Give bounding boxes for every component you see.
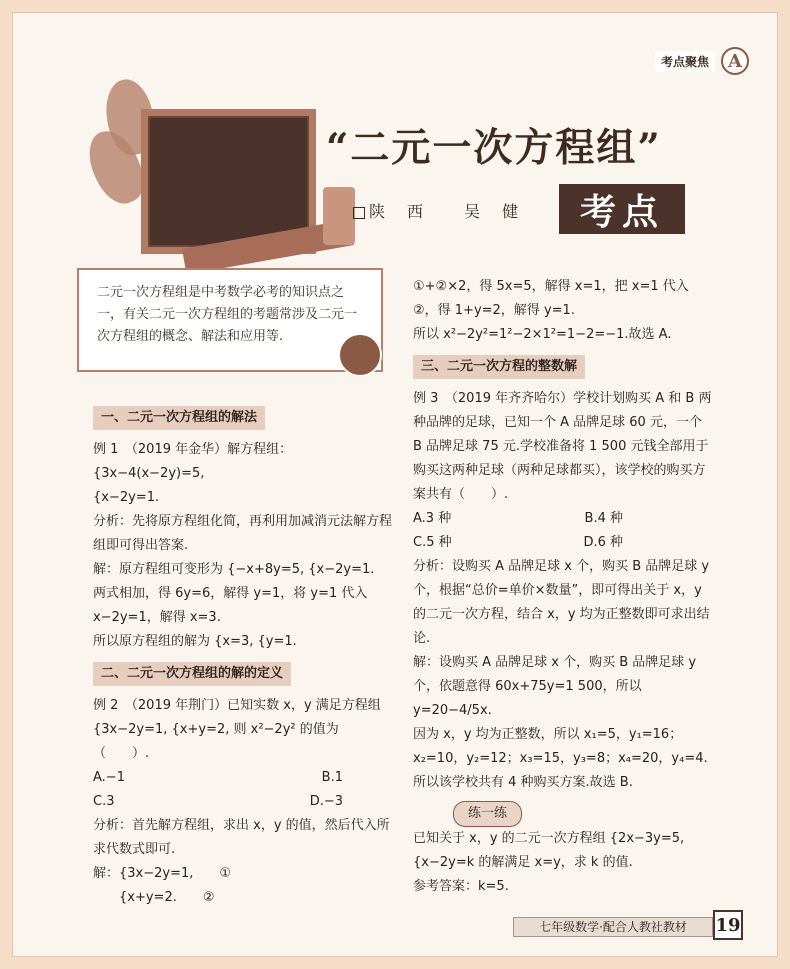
pen-cup-icon <box>323 187 355 245</box>
page <box>12 12 778 957</box>
option: D.6 种 <box>583 535 623 550</box>
text-line: 参考答案：k=5. <box>413 879 509 894</box>
text-line: 例 2 （2019 年荆门）已知实数 x，y 满足方程组 {3x−2y=1, {x+y=2, 则 x²−2y² 的值为（ ）. <box>93 698 381 761</box>
option-row <box>93 790 393 814</box>
footer: 七年级数学·配合人教社教材 <box>513 917 713 937</box>
avatar <box>338 333 382 377</box>
text-line: 所以原方程组的解为 {x=3, {y=1. <box>93 634 297 649</box>
tag-text: 考点聚焦 <box>655 51 715 72</box>
option-row <box>93 766 393 790</box>
section-heading: 三、二元一次方程的整数解 <box>413 355 585 379</box>
text-line: 解：原方程组可变形为 {−x+8y=5, {x−2y=1. <box>93 562 375 577</box>
author: 陕 西 吴 健 <box>353 199 521 222</box>
page-title: “二元一次方程组” <box>326 125 662 171</box>
text-line: 分析：先将原方程组化简，再利用加减消元法解方程组即可得出答案. <box>93 514 393 553</box>
option: C.3 <box>93 794 115 809</box>
checkbox-icon <box>353 207 365 219</box>
text-line: 例 3 （2019 年齐齐哈尔）学校计划购买 A 和 B 两种品牌的足球，已知一个 A 品牌足球 60 元，一个 B 品牌足球 75 元.学校准备将 1 500 元钱全部用于购买这两种足球（两种足球都买），该学校的购买方案共有（ ）. <box>413 391 712 502</box>
text-line: 已知关于 x，y 的二元一次方程组 {2x−3y=5, {x−2y=k 的解满足 x=y，求 k 的值. <box>413 831 685 870</box>
section-heading: 一、二元一次方程组的解法 <box>93 406 265 430</box>
right-column <box>413 275 713 899</box>
text-line: 例 1 （2019 年金华）解方程组： <box>93 442 293 457</box>
text-line: {x−2y=1. <box>93 490 160 505</box>
option: C.5 种 <box>413 535 452 550</box>
page-number: 19 <box>713 910 743 940</box>
option: D.−3 <box>309 794 343 809</box>
text-line: 分析：设购买 A 品牌足球 x 个，购买 B 品牌足球 y 个，根据“总价=单价×数量”，即可得出关于 x，y 的二元一次方程，结合 x，y 均为正整数即可求出结论. <box>413 559 710 646</box>
option: A.3 种 <box>413 511 452 526</box>
hero <box>53 59 753 269</box>
text-line: 解：设购买 A 品牌足球 x 个，购买 B 品牌足球 y 个，依题意得 60x+75y=1 500，所以 y=20−4/5x. <box>413 655 697 718</box>
badge: 考点 <box>559 184 685 234</box>
text-line: 所以 x²−2y²=1²−2×1²=1−2=−1.故选 A. <box>413 327 672 342</box>
option: A.−1 <box>93 770 125 785</box>
text-line: 因为 x，y 均为正整数，所以 x₁=5，y₁=16；x₂=10，y₂=12；x₃=15，y₃=8；x₄=20，y₄=4. <box>413 727 708 766</box>
option-row <box>413 531 713 555</box>
compass-icon: A <box>721 47 749 75</box>
section-heading: 二、二元一次方程组的解的定义 <box>93 662 291 686</box>
text-line: ①+②×2，得 5x=5，解得 x=1，把 x=1 代入②，得 1+y=2，解得 y=1. <box>413 279 689 318</box>
text-line: {x+y=2. ② <box>93 890 215 905</box>
option: B.4 种 <box>584 511 623 526</box>
text-line: 解：{3x−2y=1, ① <box>93 866 232 881</box>
option: B.1 <box>321 770 343 785</box>
text-line: {3x−4(x−2y)=5, <box>93 466 205 481</box>
text-line: 所以该学校共有 4 种购买方案.故选 B. <box>413 775 633 790</box>
text-line: 分析：首先解方程组，求出 x，y 的值，然后代入所求代数式即可. <box>93 818 390 857</box>
left-column <box>93 398 393 910</box>
practice-label: 练一练 <box>453 801 522 827</box>
option-row <box>413 507 713 531</box>
text-line: 两式相加，得 6y=6，解得 y=1，将 y=1 代入 x−2y=1，解得 x=3. <box>93 586 368 625</box>
intro-box: 二元一次方程组是中考数学必考的知识点之一，有关二元一次方程组的考题常涉及二元一次方程组的概念、解法和应用等. <box>77 268 383 372</box>
